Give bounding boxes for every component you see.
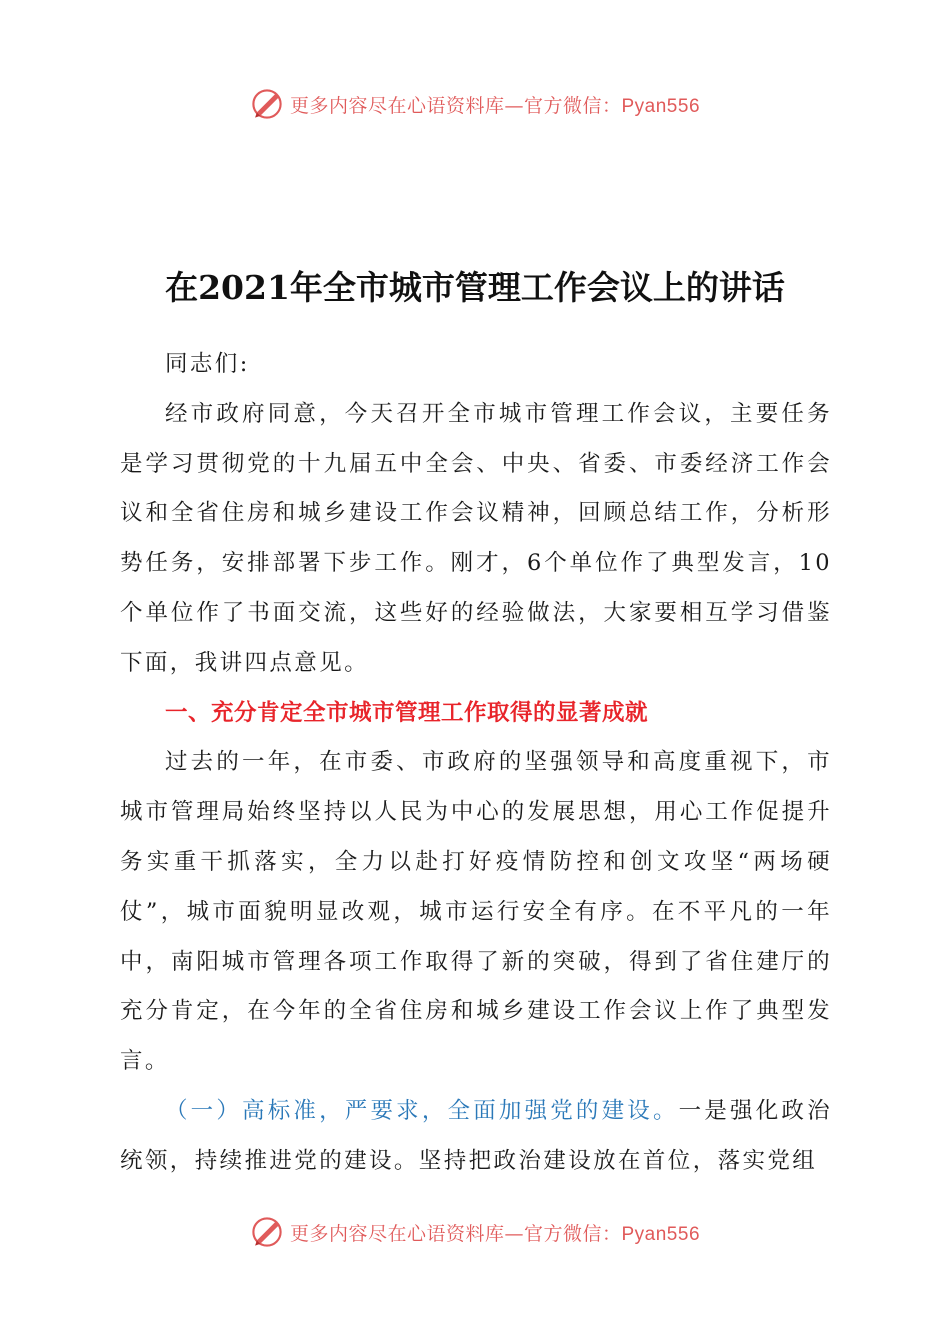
watermark-wechat-id: Pyan556 xyxy=(621,95,701,117)
greeting: 同志们: xyxy=(165,351,250,377)
subsection-1-text: 一是强化政治统领，持续推进党的建设。坚持把政治建设放在首位，落实党组 xyxy=(120,1097,832,1174)
section-1-heading xyxy=(120,689,832,739)
watermark-wechat-id: Pyan556 xyxy=(621,1223,701,1245)
subsection-1-heading: （一）高标准，严要求，全面加强党的建设。 xyxy=(165,1097,679,1124)
watermark-text-cn: 更多内容尽在心语资料库—官方微信： xyxy=(289,94,622,117)
section-1-paragraph: 过去的一年，在市委、市政府的坚强领导和高度重视下，市城市管理局始终坚持以人民为中心的发展思想，用心工作促提升务实重干抓落实，全力以赴打好疫情防控和创文攻坚“两场硬仗”，城市面貌明显改观，城市运行安全有序。在不平凡的一年中，南阳城市管理各项工作取得了新的突破，得到了省住建厅的充分肯定，在今年的全省住房和城乡建设工作会议上作了典型发言。 xyxy=(120,749,832,1075)
intro-paragraph: 经市政府同意，今天召开全市城市管理工作会议，主要任务是学习贯彻党的十九届五中全会、中央、省委、市委经济工作会议和全省住房和城乡建设工作会议精神，回顾总结工作，分析形势任务，安排部署下步工作。刚才，6个单位作了典型发言，10个单位作了书面交流，这些好的经验做法，大家要相互学习借鉴下面，我讲四点意见。 xyxy=(120,400,832,676)
header-watermark xyxy=(0,84,950,124)
watermark-text xyxy=(290,91,700,118)
pen-logo-icon xyxy=(250,87,284,121)
document-title: 在2021年全市城市管理工作会议上的讲话 xyxy=(165,268,785,307)
footer-watermark xyxy=(0,1212,950,1252)
document-body xyxy=(120,340,832,1187)
watermark-text-cn: 更多内容尽在心语资料库—官方微信： xyxy=(289,1222,622,1245)
watermark-text xyxy=(290,1219,700,1246)
section-1-heading-text: 一、充分肯定全市城市管理工作取得的显著成就 xyxy=(165,699,649,726)
subsection-1-paragraph xyxy=(120,1087,832,1187)
pen-logo-icon xyxy=(250,1215,284,1249)
